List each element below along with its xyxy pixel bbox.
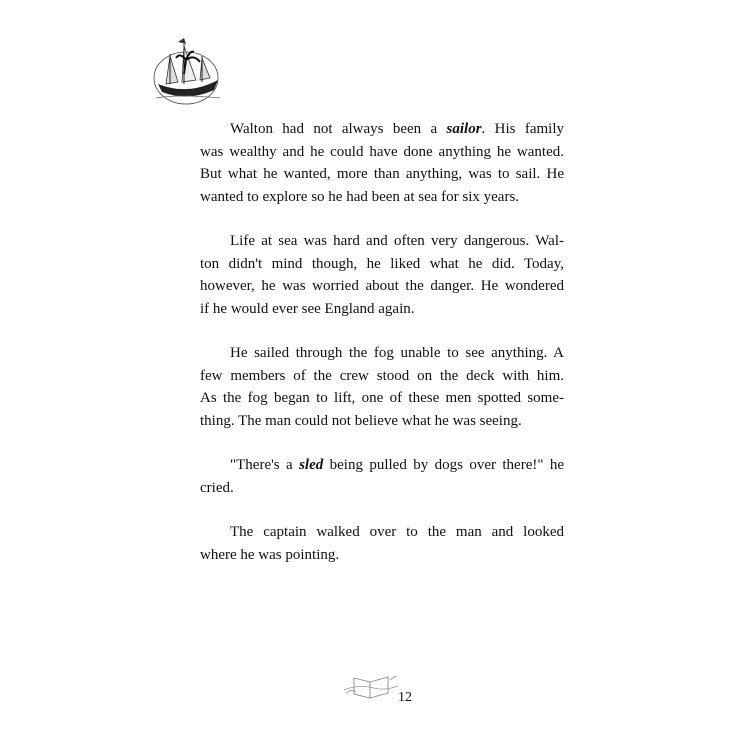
open-book-logo-icon [340,672,402,702]
text-line [200,141,564,164]
text-segment: Walton had not always been a [230,121,447,137]
text-line [200,387,564,410]
text-line [200,365,564,388]
text-segment: ton didn't mind though, he liked what he did. Today, [200,255,564,272]
text-segment: thing. The man could not believe what he was seeing. [200,412,522,429]
paragraph [200,230,564,320]
text-line [200,118,564,141]
text-line [200,477,564,500]
paragraph [200,521,564,566]
text-line [200,275,564,298]
text-line [200,410,564,433]
text-line [200,230,564,253]
text-segment: As the fog began to lift, one of these men spotted some- [200,390,564,406]
text-line [200,454,564,477]
text-line [200,342,564,365]
text-line [200,544,564,567]
text-segment: "There's a [230,457,300,473]
text-segment: He sailed through the fog unable to see anything. A [230,345,564,361]
sailing-ship-icon [148,36,228,106]
text-line [200,186,564,209]
text-line [200,253,564,276]
text-segment: where he was pointing. [200,546,340,563]
text-line [200,163,564,186]
emphasized-word: sled [299,457,324,473]
text-segment: however, he was worried about the danger. He wondered [200,278,564,294]
text-segment: The captain walked over to the man and looked [230,524,564,540]
text-segment: was wealthy and he could have done anything he wanted. [200,143,564,160]
text-segment: . His family [481,121,564,137]
text-segment: wanted to explore so he had been at sea for six years. [200,188,520,205]
text-segment: cried. [200,479,234,496]
paragraph [200,342,564,432]
text-segment: if he would ever see England again. [200,300,415,317]
text-segment: But what he wanted, more than anything, was to sail. He [200,166,564,182]
paragraph [200,454,564,499]
text-line [200,521,564,544]
text-segment: being pulled by dogs over there!" he [323,457,565,473]
text-segment: Life at sea was hard and often very dangerous. Wal- [230,233,564,249]
emphasized-word: sailor [446,121,482,137]
paragraph [200,118,564,208]
page-number: 12 [398,690,412,705]
text-segment: few members of the crew stood on the deck with him. [200,367,564,384]
story-text [200,118,564,588]
text-line [200,298,564,321]
